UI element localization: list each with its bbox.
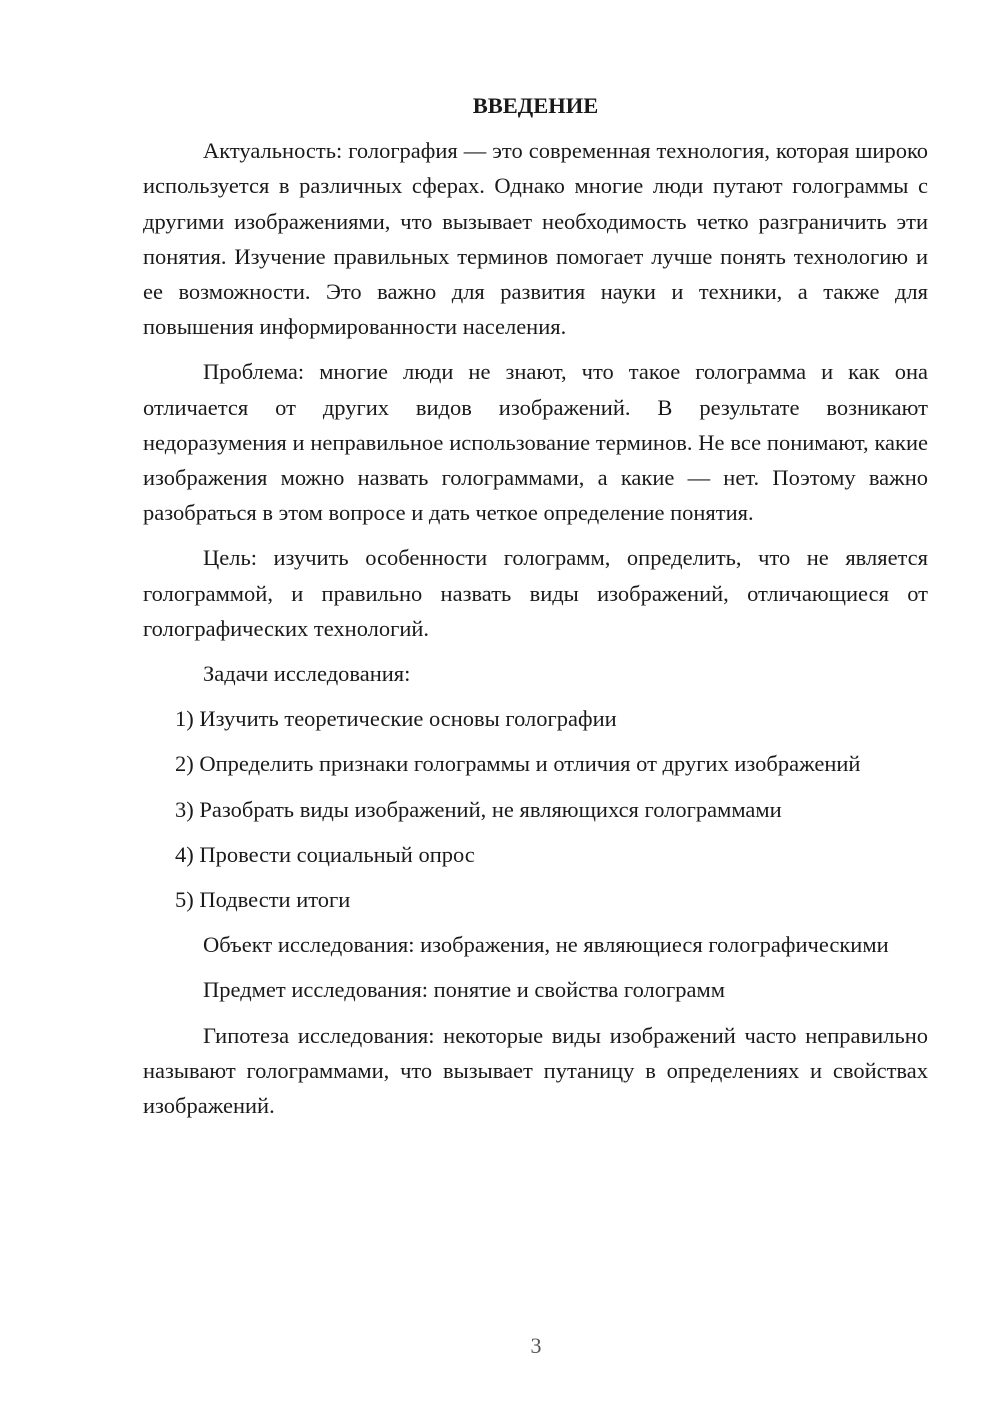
section-title: ВВЕДЕНИЕ [472,93,599,118]
paragraph-goal: Цель: изучить особенности голограмм, определить, что не является голограммой, и правильно назвать виды изображений, отличающиеся от голографических технологий. [143,545,928,641]
page-number: 3 [530,1333,542,1358]
tasks-heading: Задачи исследования: [203,661,411,687]
list-item: 3) Разобрать виды изображений, не являющихся голограммами [175,796,782,822]
paragraph-object: Объект исследования: изображения, не являющиеся голографическими [203,932,889,958]
list-item: 2) Определить признаки голограммы и отличия от других изображений [175,751,861,777]
list-item: 4) Провести социальный опрос [175,841,475,867]
tasks-list [143,701,928,917]
paragraph-problem: Проблема: многие люди не знают, что такое голограмма и как она отличается от других видов изображений. В результате возникают недоразумения и неправильное использование терминов. Не все понимают, какие изображения можно назвать голограммами, а какие — нет. Поэтому важно разобраться в этом вопросе и дать четкое определение понятия. [143,359,928,526]
paragraph-relevance: Актуальность: голография — это современная технология, которая широко используется в различных сферах. Однако многие люди путают голограммы с другими изображениями, что вызывает необходимость четко разграничить эти понятия. Изучение правильных терминов помогает лучше понять технологию и ее возможности. Это важно для развития науки и техники, а также для повышения информированности населения. [143,138,928,340]
paragraph-subject: Предмет исследования: понятие и свойства голограмм [203,977,725,1003]
list-item: 1) Изучить теоретические основы голографии [175,706,617,732]
paragraph-hypothesis: Гипотеза исследования: некоторые виды изображений часто неправильно называют голограммами, что вызывает путаницу в определениях и свойствах изображений. [143,1022,928,1119]
page-content [143,88,928,1133]
list-item: 5) Подвести итоги [175,887,351,913]
